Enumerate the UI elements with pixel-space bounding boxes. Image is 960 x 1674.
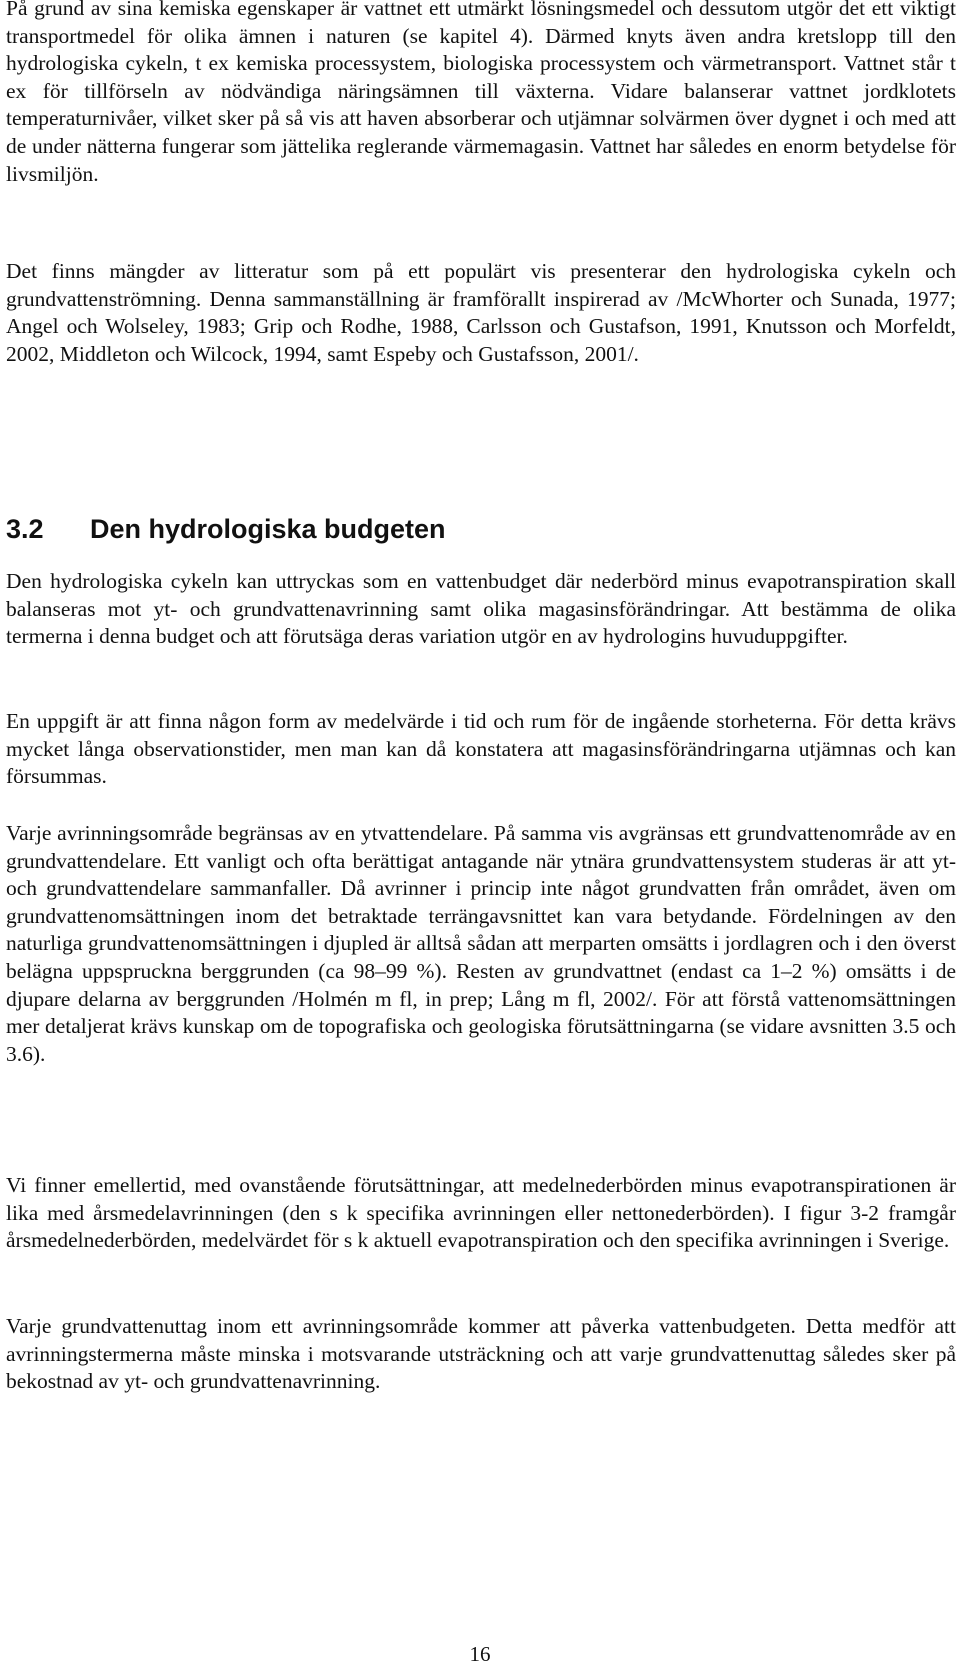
section-heading	[6, 512, 446, 546]
section-title: Den hydrologiska budgeten	[90, 514, 446, 544]
paragraph-mean-values: En uppgift är att finna någon form av medelvärde i tid och rum för de ingående storheterna. För detta krävs mycket långa observationstider, men man kan då konstatera att magasinsförändringarna utjämnas och kan försummas.	[6, 709, 956, 789]
section-number: 3.2	[6, 514, 44, 544]
paragraph-catchment-divides: Varje avrinningsområde begränsas av en ytvattendelare. På samma vis avgränsas ett grundvattenområde av en grundvattendelare. Ett vanligt och ofta berättigat antagande när ytnära grundvattensystem studeras är att yt- och grundvattendelare sammanfaller. Då avrinner i princip inte något grundvatten från området, även om grundvattenomsättningen inom det betraktade terrängavsnittet kan vara betydande. Fördelningen av den naturliga grundvattenomsättningen i djupled är alltså sådan att merparten omsätts i jordlagren och i den överst belägna uppspruckna berggrunden (ca 98–99 %). Resten av grundvattnet (endast ca 1–2 %) omsätts i de djupare delarna av berggrunden /Holmén m fl, in prep; Lång m fl, 2002/. För att förstå vattenomsättningen mer detaljerat krävs kunskap om de topografiska och geologiska förutsättningarna (se vidare avsnitten 3.5 och 3.6).	[6, 821, 956, 1066]
page-number: 16	[469, 1642, 491, 1666]
paragraph-groundwater-abstraction: Varje grundvattenuttag inom ett avrinningsområde kommer att påverka vattenbudgeten. Detta medför att avrinningstermerna måste minska i motsvarande utsträckning och att varje grundvattenuttag således sker på bekostnad av yt- och grundvattenavrinning.	[6, 1314, 956, 1394]
paragraph-literature-references: Det finns mängder av litteratur som på ett populärt vis presenterar den hydrologiska cykeln och grundvattenströmning. Denna sammanställning är framförallt inspirerad av /McWhorter och Sunada, 1977; Angel och Wolseley, 1983; Grip och Rodhe, 1988, Carlsson och Gustafson, 1991, Knutsson och Morfeldt, 2002, Middleton och Wilcock, 1994, samt Espeby och Gustafsson, 2001/.	[6, 259, 956, 366]
paragraph-intro-water-properties: På grund av sina kemiska egenskaper är vattnet ett utmärkt lösningsmedel och dessutom utgör det ett viktigt transportmedel för olika ämnen i naturen (se kapitel 4). Därmed knyts även andra kretslopp till den hydrologiska cykeln, t ex kemiska processystem, biologiska processystem och värmetransport. Vattnet står t ex för tillförseln av nödvändiga näringsämnen till växterna. Vidare balanserar vattnet jordklotets temperaturnivåer, vilket sker på så vis att haven absorberar och utjämnar solvärmen över dygnet i och med att de under nätterna fungerar som jättelika reglerande värmemagasin. Vattnet har således en enorm betydelse för livsmiljön.	[6, 0, 956, 186]
paragraph-specific-runoff: Vi finner emellertid, med ovanstående förutsättningar, att medelnederbörden minus evapotranspirationen är lika med årsmedelavrinningen (den s k specifika avrinningen eller nettonederbörden). I figur 3-2 framgår årsmedelnederbörden, medelvärdet för s k aktuell evapotranspiration och den specifika avrinningen i Sverige.	[6, 1173, 956, 1253]
paragraph-water-budget: Den hydrologiska cykeln kan uttryckas som en vattenbudget där nederbörd minus evapotranspiration skall balanseras mot yt- och grundvattenavrinning samt olika magasinsförändringar. Att bestämma de olika termerna i denna budget och att förutsäga deras variation utgör en av hydrologins huvuduppgifter.	[6, 569, 956, 649]
